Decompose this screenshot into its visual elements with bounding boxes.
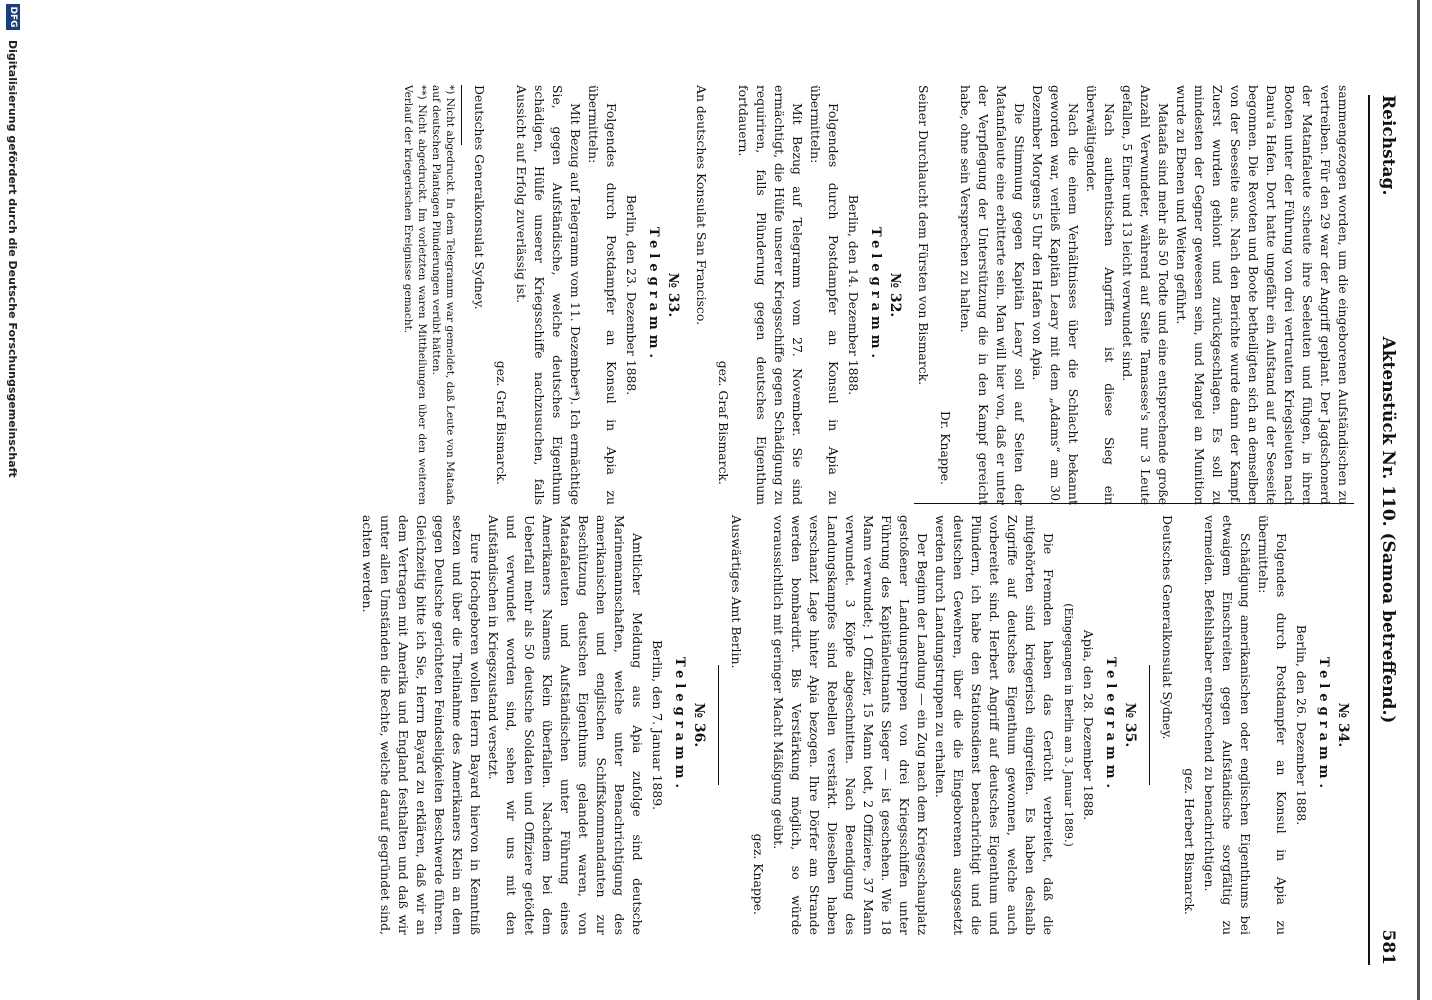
signature: gez. Herbert Bismarck. — [1182, 768, 1197, 915]
footnotes — [401, 85, 462, 505]
section-rule — [1149, 665, 1150, 785]
page-header — [1372, 95, 1402, 965]
paragraph: Die Fremden haben das Gerücht verbreitet, daß die mitgehörten sind kriegerisch eingreifen. Es haben deshalb Zugriffe auf deutsches Eigenthum gewonnen, welche auch vorbereitet sind. Herbert Angriff auf deutsches Eigenthum und Plündern, ich habe den Stationsdienst benachrichtigt und die deutschen Gewehren, über die die Eingeborenen ausgesetzt werden durch Landungstruppen zu erhalten. — [933, 515, 1056, 935]
footnote: **) Nicht abgedruckt. Im vorletzten waren Mittheilungen über den weiteren Verlauf der kriegerischen Ereignisse gemacht. — [402, 85, 428, 505]
telegram-heading: Telegramm. — [646, 226, 661, 364]
digitization-note — [0, 0, 24, 1000]
address: Deutsches Generalkonsulat Sydney. — [1160, 515, 1175, 740]
dateline: Berlin, den 14. Dezember 1888. — [846, 194, 861, 396]
paragraph: sammengezogen worden, um die eingeborenen Aufständischen zu vertreiben. Für den 29 war der Angriff geplant. Der Jagdschonerd der Matanfaleute scheute ihre Seeleuten und fühgen, in ihren Booten unter der Führung von drei vertrauten Kriegsleuten nach Danu'a Hafen. Dort hatte ungefähr ein Aufstand auf der Seeseite begonnen. Die Revoten und Boote betheiligten sich an demselben von der Seeseite aus. Nach den Berichte wurde dann der Kampf. Zuerst wurden gehiont und zurückgeschlagen. Es soll zu mindesten der Gegner geweesen sein, und Mangel an Munition wurde zu Ebenen und Weiten geführt. — [1174, 85, 1351, 505]
address: Deutsches Generalkonsulat Sydney. — [472, 85, 487, 310]
footnote-rule — [461, 85, 462, 145]
dateline: Berlin, den 7. Januar 1889. — [650, 639, 665, 811]
paragraph: Mataafa sind mehr als 50 Todte und eine entsprechende große Anzahl Verwundeter, während auf Seite Tamasese's nur 3 Leute gefallen, 5 Einer und 13 leicht verwundet sind. — [1120, 85, 1171, 505]
section-rule — [718, 665, 719, 785]
telegram-heading: Telegramm. — [672, 656, 687, 794]
signature: gez. Graf Bismarck. — [494, 360, 509, 485]
signature: gez. Graf Bismarck. — [716, 360, 731, 485]
paragraph: Folgendes durch Postdampfer an Konsul in Apia zu übermitteln: — [1256, 515, 1289, 935]
footnote: *) Nicht abgedruckt. In dem Telegramm war gemeldet, daß Leute von Mataafa auf deutschen Plantagen Plünderungen verübt hätten. — [430, 85, 456, 505]
paragraph: Die Stimmung gegen Kapitän Leary soll auf Seiten der Matanfaleute eine erbitterte sein. Man will hier von, daß er unter der Verpflegung der Unterstützung die in den Kampf gereicht habe, ohne sein Versprechen zu halten. — [958, 85, 1027, 505]
left-column — [401, 85, 1352, 505]
page-number: 581 — [1378, 929, 1398, 965]
paragraph: Amtlicher Meldung aus Apia zufolge sind deutsche Marinemannschaften, welche unter Benachrichtigung des amerikanischen und englischen Schiffskommandanten zur Beschützung deutschen Eigenthums gelandet waren, von Mataafaleuten und Aufständischen unter Führung eines Amerikaners Namens Klein überfallen. Nachdem bei dem Ueberfall mehr als 50 deutsche Soldaten und Offiziere getödtet und verwundet worden sind, sehen wir uns mit den Aufständischen in Kriegszustand versetzt. — [486, 515, 645, 935]
paragraph: Nach authentischen Angriffen ist diese Sieg ein überwältigender. — [1084, 85, 1117, 505]
header-title: Aktenstück Nr. 110. (Samoa betreffend.) — [1378, 336, 1398, 724]
dfg-logo: DFG — [6, 4, 20, 30]
address: An deutsches Konsulat San Francisco. — [694, 85, 709, 326]
paragraph: Nach die einem Verhältnisses über die Schlacht bekannt geworden war, verließ Kapitän Leary mit dem „Adams“ am 30. Dezember Morgens 5 Uhr den Hafen von Apia. — [1030, 85, 1081, 505]
header-left: Reichstag. — [1378, 95, 1398, 196]
paragraph: Der Beginn der Landung — ein Zug nach dem Kriegsschauplatz gestoßener Landungstruppen von drei Kriegsschiffen unter Führung des Kapitänleutnants Sieger — ist geschehen. Wie 18 Mann verwundet; 1 Offizier, 15 Mann todt, 2 Offiziere, 37 Mann verwundet. 3 Köpfe abgeschnitten. Nach Beendigung des Landungskampfes sind Rebellen verstärkt. Dieselben haben verschanzt Lage hinter Apia bezogen. Ihre Dörfer am Strande werden bombardirt. Bis Verstärkung möglich, so würde voraussichtlich mit geringer Macht Mäßigung geübt. — [771, 515, 930, 935]
paragraph: Folgendes durch Postdampfer an Konsul in Apia zu übermitteln: — [586, 85, 619, 505]
telegram-heading: Telegramm. — [1316, 656, 1331, 794]
received-note: (Eingegangen in Berlin am 3. Januar 1889.) — [1062, 603, 1075, 847]
digitization-text: Digitalisierung gefördert durch die Deutsche Forschungsgemeinschaft — [6, 40, 19, 478]
signature: gez. Knappe. — [751, 833, 766, 915]
paragraph: Schädigung amerikanischen oder englischen Eigenthums bei etwaigem Einschreiten gegen Aufständische sorgfältig zu vermeiden. Befehlshaber entsprechend zu benachrichtigen. — [1202, 515, 1253, 935]
telegram-number: № 32. — [887, 272, 903, 318]
right-column — [358, 515, 1352, 935]
dateline: Apia, den 28. Dezember 1888. — [1081, 629, 1096, 821]
dateline: Berlin, den 26. Dezember 1888. — [1294, 624, 1309, 826]
telegram-heading: Telegramm. — [868, 226, 883, 364]
paragraph: Mit Bezug auf Telegramm vom 11. Dezember*). Ich ermächtige Sie, gegen Aufständische, welche deutsches Eigenthum schädigen, Hülfe unserer Kriegsschiffe nachzusuchen, falls Aussicht auf Erfolg zuverlässig ist. — [514, 85, 583, 505]
telegram-heading: Telegramm. — [1103, 656, 1118, 794]
header-rule — [1368, 95, 1370, 965]
address: Seiner Durchlaucht dem Fürsten von Bismarck. — [916, 85, 931, 386]
paragraph: Mit Bezug auf Telegramm vom 27. November. Sie sind ermächtigt, die Hülfe unserer Kriegsschiffe gegen Schädigung zu requiriren, falls Plünderung gegen deutsches Eigenthum fortdauern. — [736, 85, 805, 505]
bleed-through-edge — [1417, 0, 1430, 1000]
paragraph: Folgendes durch Postdampfer an Konsul in Apia zu übermitteln: — [808, 85, 841, 505]
address: Auswärtiges Amt Berlin. — [729, 515, 744, 669]
telegram-number: № 36. — [691, 702, 707, 748]
signature: Dr. Knappe. — [938, 410, 953, 485]
telegram-number: № 35. — [1122, 702, 1138, 748]
dateline: Berlin, den 23. Dezember 1888. — [624, 194, 639, 396]
telegram-number: № 34. — [1335, 702, 1351, 748]
telegram-number: № 33. — [665, 272, 681, 318]
paragraph: Eure Hochgeboren wollen Herrn Bayard hiervon in Kenntniß setzen und über die Theilnahme des Amerikaners Klein an dem gegen Deutsche gerichteten Feindseligkeiten Beschwerde führen. Gleichzeitig bitte ich Sie, Herrn Bayard zu erklären, daß wir an dem Vertragen mit Amerika und England festhalten und daß wir unter allen Umständen die Rechte, welche darauf gegründet sind, achten werden. — [360, 515, 483, 935]
